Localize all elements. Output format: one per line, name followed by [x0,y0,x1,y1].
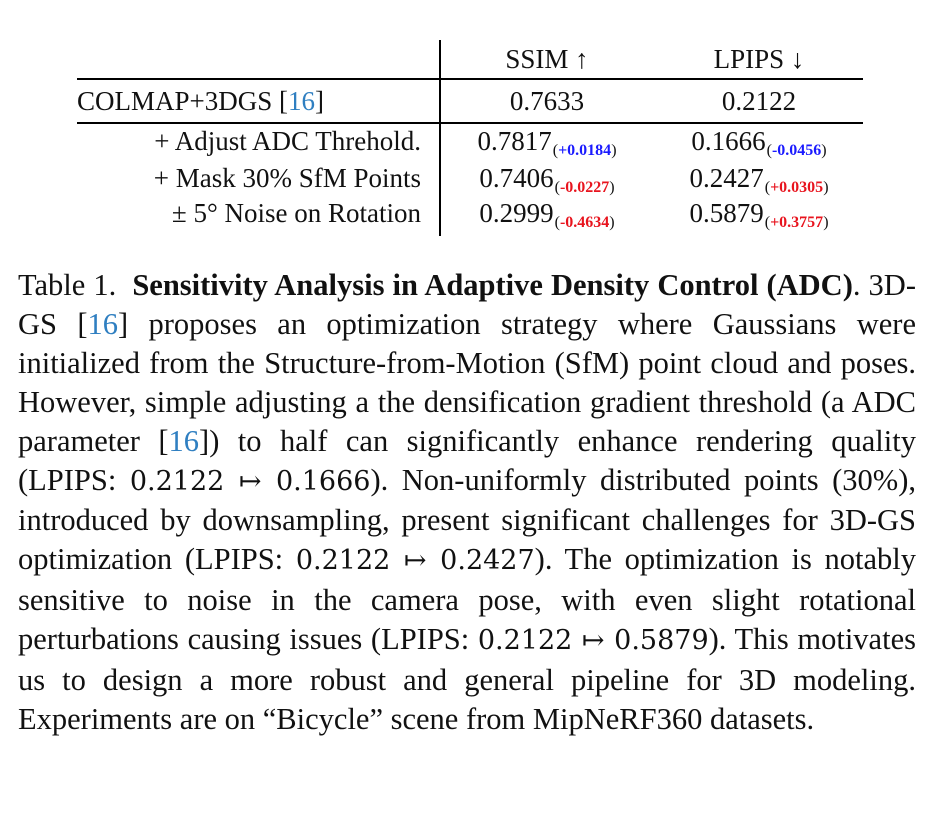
delta-value: +0.0305 [770,179,824,196]
lpips-change: 0.2122 ↦ 0.1666 [129,465,371,497]
row-lpips: $0.5879_{(+0.3757)}$ [689,198,829,231]
results-table [77,40,863,236]
delta-value: -0.4634 [559,214,610,231]
delta-value: +0.0184 [558,142,612,159]
row-label: ± 5° Noise on Rotation [171,198,421,228]
table-caption: Table 1. Sensitivity Analysis in Adaptive Density Control (ADC). 3D-GS [16] proposes an optimization strategy where Gaussians were initialized from the Structure-from-Motion (SfM) point cloud and poses. However, simple adjusting a the densification gradient threshold (a ADC parameter [16]) to half can significantly enhance rendering quality (LPIPS: 0.2122 ↦ 0.1666). Non-uniformly distributed points (30%), introduced by downsampling, present significant challenges for 3D-GS optimization (LPIPS: 0.2122 ↦ 0.2427). The optimization is notably sensitive to noise in the camera pose, with even slight rotational perturbations causing issues (LPIPS: 0.2122 ↦ 0.5879). This motivates us to design a more robust and general pipeline for 3D modeling. Experiments are on “Bicycle” scene from MipNeRF360 datasets. [18,268,916,736]
baseline-label: COLMAP+3DGS [16] [77,86,325,116]
header-lpips: LPIPS ↓ [713,44,805,74]
header-rule [77,78,863,80]
citation-link[interactable]: 16 [288,86,316,116]
row-lpips: $0.1666_{(-0.0456)}$ [691,126,827,159]
citation-link[interactable]: 16 [168,423,200,458]
column-divider [439,40,441,236]
caption-label: Table 1. [18,268,117,302]
header-ssim: SSIM ↑ [505,44,589,74]
row-label: + Mask 30% SfM Points [153,163,421,193]
row-ssim: $0.7406_{(-0.0227)}$ [479,163,615,196]
row-ssim: $0.7817_{(+0.0184)}$ [477,126,617,159]
baseline-ssim: 0.7633 [509,86,585,116]
delta-value: -0.0456 [771,142,822,159]
row-lpips: $0.2427_{(+0.0305)}$ [689,163,829,196]
delta-value: -0.0227 [559,179,610,196]
lpips-change: 0.2122 ↦ 0.5879 [477,625,709,657]
delta-value: +0.3757 [770,214,824,231]
caption-title: Sensitivity Analysis in Adaptive Density Control (ADC) [132,268,853,302]
citation-link[interactable]: 16 [87,306,118,341]
row-label: + Adjust ADC Threhold. [154,126,421,156]
lpips-change: 0.2122 ↦ 0.2427 [295,545,535,577]
row-ssim: $0.2999_{(-0.4634)}$ [479,198,615,231]
baseline-lpips: 0.2122 [721,86,797,116]
